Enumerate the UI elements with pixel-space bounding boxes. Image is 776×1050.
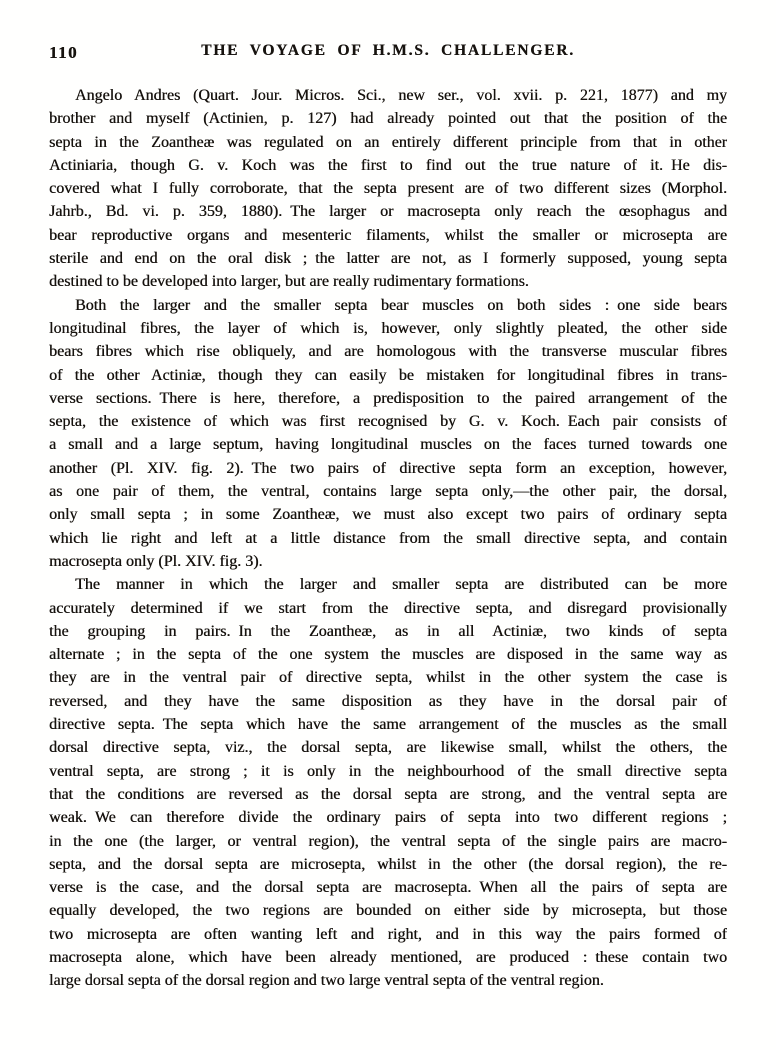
- page-number: 110: [49, 43, 79, 62]
- text-line: of the other Actiniæ, though they can easily be mistaken for longitudinal fibres in trans-: [49, 366, 727, 384]
- text-line: destined to be developed into larger, but are really rudimentary formations.: [49, 273, 529, 291]
- running-header: [49, 42, 727, 64]
- text-line: that the conditions are reversed as the dorsal septa are strong, and the ventral septa are: [49, 785, 727, 803]
- text-line: reversed, and they have the same disposition as they have in the dorsal pair of: [49, 692, 727, 710]
- text-line: macrosepta alone, which have been already mentioned, are produced : these contain two: [49, 948, 727, 966]
- running-header-title: THE VOYAGE OF H.M.S. CHALLENGER.: [201, 42, 575, 59]
- text-line: a small and a large septum, having longitudinal muscles on the faces turned towards one: [49, 436, 727, 454]
- paragraph: [49, 573, 727, 992]
- text-line: accurately determined if we start from the directive septa, and disregard provisionally: [49, 599, 727, 617]
- text-line: as one pair of them, the ventral, contains large septa only,—the other pair, the dorsal,: [49, 483, 727, 501]
- text-line: in the one (the larger, or ventral region), the ventral septa of the single pairs are macro-: [49, 832, 727, 850]
- text-line: verse is the case, and the dorsal septa are macrosepta. When all the pairs of septa are: [49, 879, 727, 897]
- text-line: large dorsal septa of the dorsal region and two large ventral septa of the ventral region.: [49, 972, 604, 990]
- text-line: septa in the Zoantheæ was regulated on an entirely different principle from that in other: [49, 133, 727, 151]
- text-line: macrosepta only (Pl. XIV. fig. 3).: [49, 552, 263, 570]
- text-line: The manner in which the larger and smaller septa are distributed can be more: [75, 576, 727, 594]
- text-line: covered what I fully corroborate, that the septa present are of two different sizes (Morphol.: [49, 180, 727, 198]
- text-line: weak. We can therefore divide the ordinary pairs of septa into two different regions ;: [49, 809, 727, 827]
- text-line: another (Pl. XIV. fig. 2). The two pairs of directive septa form an exception, however,: [49, 459, 727, 477]
- text-line: alternate ; in the septa of the one system the muscles are disposed in the same way as: [49, 646, 727, 664]
- text-line: two microsepta are often wanting left and right, and in this way the pairs formed of: [49, 925, 727, 943]
- page-body: [49, 84, 727, 993]
- text-line: brother and myself (Actinien, p. 127) had already pointed out that the position of the: [49, 110, 727, 128]
- text-line: bears fibres which rise obliquely, and are homologous with the transverse muscular fibres: [49, 343, 727, 361]
- paragraph: [49, 294, 727, 574]
- text-line: only small septa ; in some Zoantheæ, we must also except two pairs of ordinary septa: [49, 506, 727, 524]
- text-line: Angelo Andres (Quart. Jour. Micros. Sci., new ser., vol. xvii. p. 221, 1877) and my: [75, 87, 727, 104]
- text-line: Actiniaria, though G. v. Koch was the first to find out the true nature of it. He dis-: [49, 156, 727, 174]
- text-line: dorsal directive septa, viz., the dorsal septa, are likewise small, whilst the others, the: [49, 739, 727, 757]
- text-line: sterile and end on the oral disk ; the latter are not, as I formerly supposed, young septa: [49, 250, 727, 268]
- paragraph: [49, 84, 727, 294]
- text-line: longitudinal fibres, the layer of which is, however, only slightly pleated, the other side: [49, 319, 727, 337]
- text-line: septa, the existence of which was first recognised by G. v. Koch. Each pair consists of: [49, 413, 727, 431]
- text-line: bear reproductive organs and mesenteric filaments, whilst the smaller or microsepta are: [49, 226, 727, 244]
- text-line: the grouping in pairs. In the Zoantheæ, as in all Actiniæ, two kinds of septa: [49, 622, 727, 640]
- text-line: Jahrb., Bd. vi. p. 359, 1880). The larger or macrosepta only reach the œsophagus and: [49, 203, 727, 221]
- text-line: septa, and the dorsal septa are microsepta, whilst in the other (the dorsal region), the re-: [49, 855, 727, 873]
- text-line: verse sections. There is here, therefore, a predisposition to the paired arrangement of the: [49, 389, 727, 407]
- text-line: they are in the ventral pair of directive septa, whilst in the other system the case is: [49, 669, 727, 687]
- text-line: ventral septa, are strong ; it is only in the neighbourhood of the small directive septa: [49, 762, 727, 780]
- text-line: which lie right and left at a little distance from the small directive septa, and contain: [49, 529, 727, 547]
- text-line: Both the larger and the smaller septa bear muscles on both sides : one side bears: [75, 296, 727, 314]
- text-line: directive septa. The septa which have the same arrangement of the muscles as the small: [49, 716, 727, 734]
- text-line: equally developed, the two regions are bounded on either side by microsepta, but those: [49, 902, 727, 920]
